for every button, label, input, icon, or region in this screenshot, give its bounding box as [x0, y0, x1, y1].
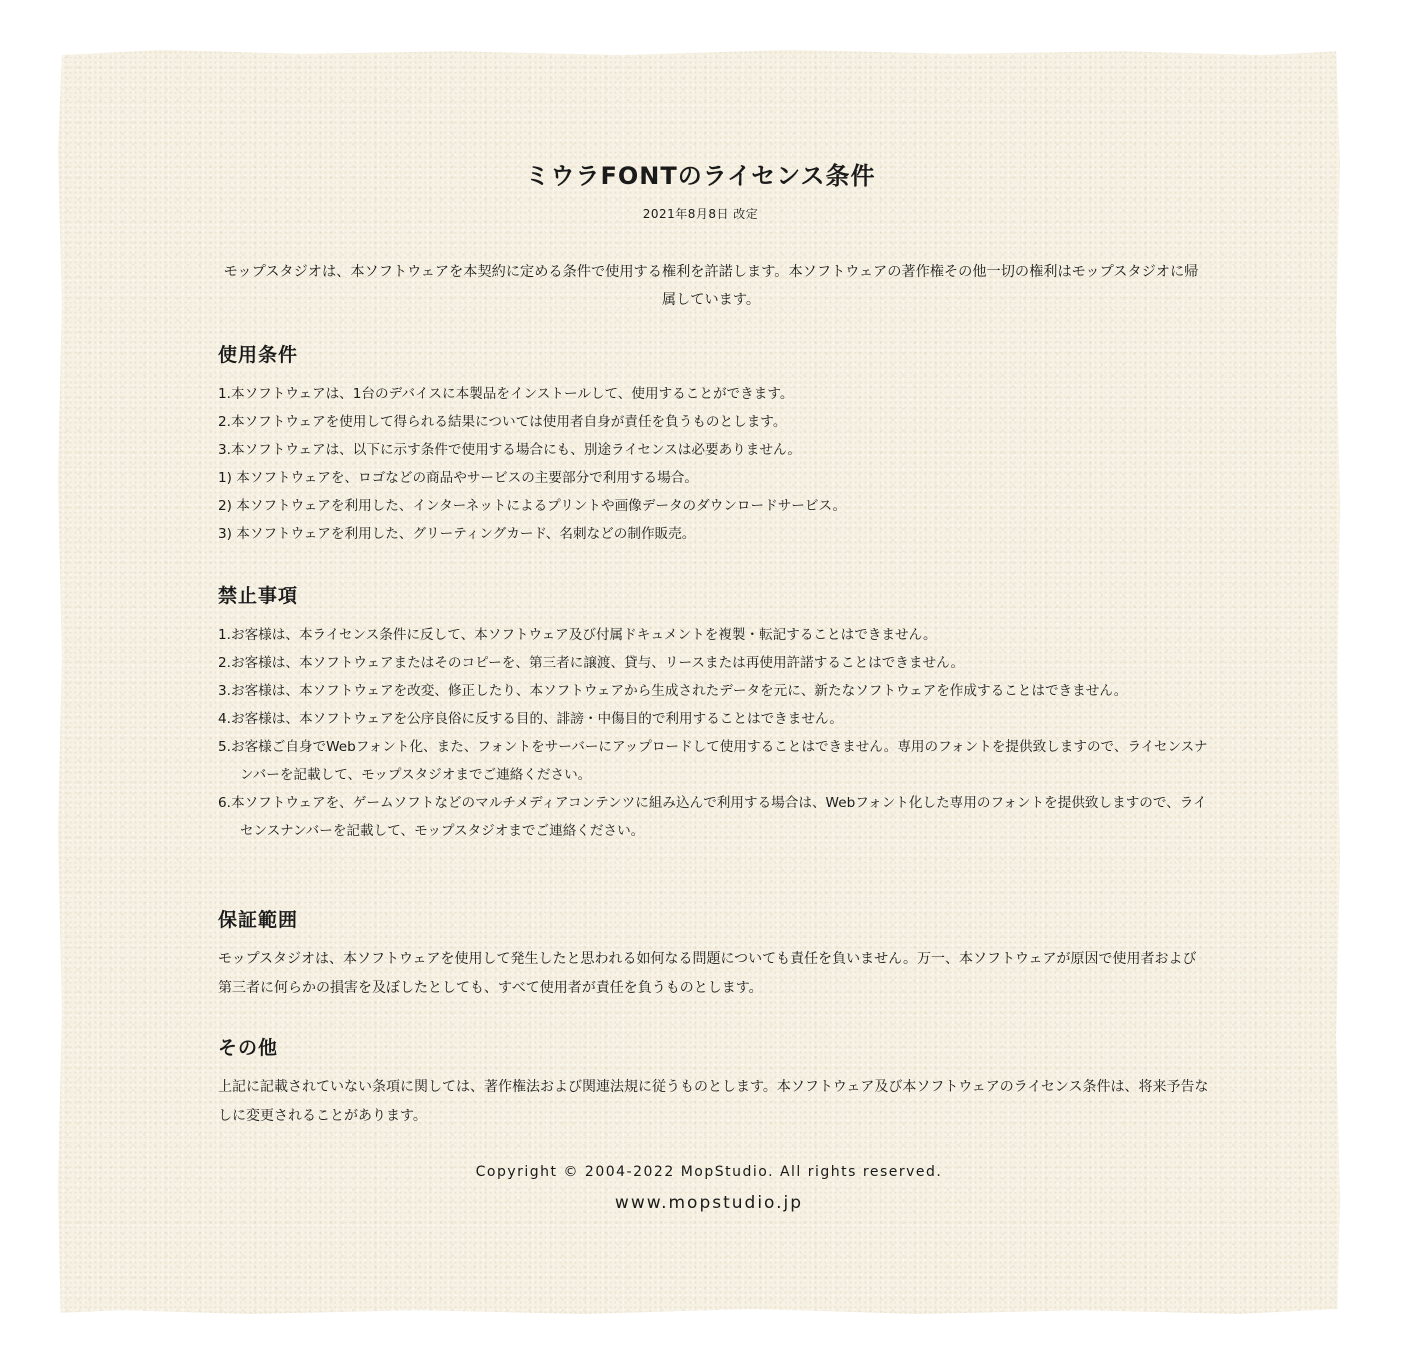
other-heading: その他 — [218, 1037, 279, 1059]
warranty-section — [218, 907, 1210, 1003]
prohibited-item: 3.お客様は、本ソフトウェアを改変、修正したり、本ソフトウェアから生成されたデータを元に、新たなソフトウェアを作成することはできません。 — [218, 683, 1128, 699]
prohibited-section — [218, 583, 1210, 845]
other-text: 上記に記載されていない条項に関しては、著作権法および関連法規に従うものとします。本ソフトウェア及び本ソフトウェアのライセンス条件は、将来予告なしに変更されることがあります。 — [218, 1079, 1209, 1124]
prohibited-item: 1.お客様は、本ライセンス条件に反して、本ソフトウェア及び付属ドキュメントを複製・転記することはできません。 — [218, 627, 937, 643]
copyright-text: Copyright © 2004-2022 MopStudio. All rights reserved. — [475, 1164, 943, 1180]
prohibited-item: 6.本ソフトウェアを、ゲームソフトなどのマルチメディアコンテンツに組み込んで利用する場合は、Webフォント化した専用のフォントを提供致しますので、ライセンスナンバーを記載して、モップスタジオまでご連絡ください。 — [218, 795, 1207, 839]
usage-item: 2) 本ソフトウェアを利用した、インターネットによるプリントや画像データのダウンロードサービス。 — [218, 498, 847, 514]
usage-item: 1.本ソフトウェアは、1台のデバイスに本製品をインストールして、使用することができます。 — [218, 386, 794, 402]
warranty-text: モップスタジオは、本ソフトウェアを使用して発生したと思われる如何なる問題についても責任を負いません。万一、本ソフトウェアが原因で使用者および第三者に何らかの損害を及ぼしたとしても、すべて使用者が責任を負うものとします。 — [218, 951, 1197, 996]
prohibited-heading: 禁止事項 — [218, 585, 299, 607]
usage-item: 1) 本ソフトウェアを、ロゴなどの商品やサービスの主要部分で利用する場合。 — [218, 470, 698, 486]
usage-item: 2.本ソフトウェアを使用して得られる結果については使用者自身が責任を負うものとします。 — [218, 414, 787, 430]
usage-item: 3) 本ソフトウェアを利用した、グリーティングカード、名刺などの制作販売。 — [218, 526, 696, 542]
page-title: ミウラFONTのライセンス条件 — [525, 162, 876, 190]
website-link[interactable]: www.mopstudio.jp — [614, 1193, 804, 1213]
prohibited-item: 5.お客様ご自身でWebフォント化、また、フォントをサーバーにアップロードして使用することはできません。専用のフォントを提供致しますので、ライセンスナンバーを記載して、モップスタジオまでご連絡ください。 — [218, 739, 1208, 783]
usage-list — [218, 380, 1210, 548]
usage-section — [218, 342, 1210, 548]
prohibited-list — [218, 621, 1210, 845]
warranty-heading: 保証範囲 — [218, 909, 299, 931]
usage-item: 3.本ソフトウェアは、以下に示す条件で使用する場合にも、別途ライセンスは必要ありません。 — [218, 442, 801, 458]
usage-heading: 使用条件 — [218, 344, 299, 366]
other-section — [218, 1035, 1210, 1131]
revision-date: 2021年8月8日 改定 — [642, 207, 759, 221]
intro-text: モップスタジオは、本ソフトウェアを本契約に定める条件で使用する権利を許諾します。本ソフトウェアの著作権その他一切の権利はモップスタジオに帰属しています。 — [223, 264, 1199, 308]
prohibited-item: 4.お客様は、本ソフトウェアを公序良俗に反する目的、誹謗・中傷目的で利用することはできません。 — [218, 711, 843, 727]
prohibited-item: 2.お客様は、本ソフトウェアまたはそのコピーを、第三者に譲渡、貸与、リースまたは再使用許諾することはできません。 — [218, 655, 965, 671]
